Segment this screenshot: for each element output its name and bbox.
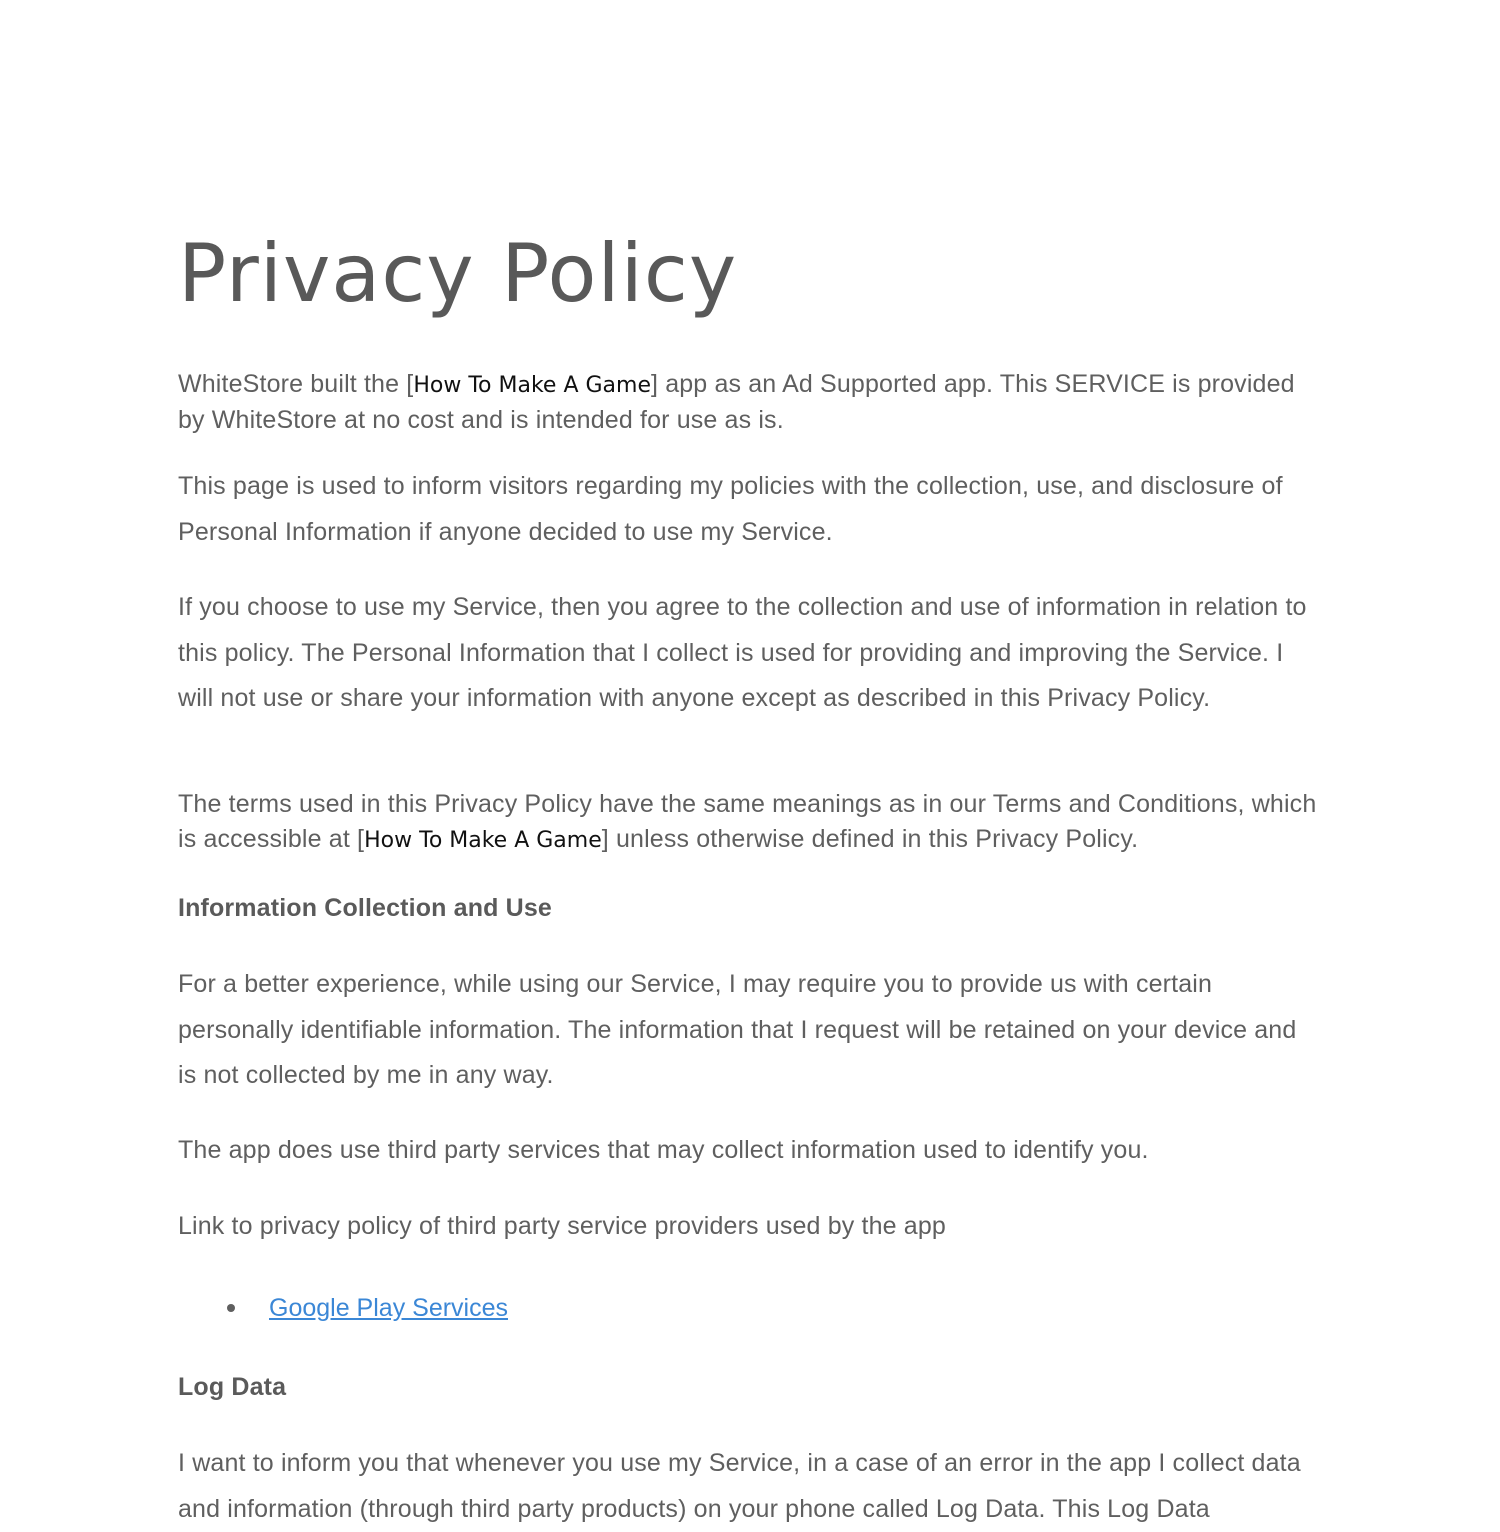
terms-text-end: ] unless otherwise defined in this Privacy Policy. <box>601 825 1139 853</box>
third-party-links-list <box>178 1288 508 1328</box>
bullet-icon <box>227 1304 235 1312</box>
purpose-paragraph: This page is used to inform visitors regarding my policies with the collection, use, and disclosure of Personal Information if anyone decided to use my Service. <box>178 472 1283 546</box>
terms-app-name: How To Make A Game <box>364 828 602 853</box>
section-heading-collection: Information Collection and Use <box>178 894 552 922</box>
page-title: Privacy Policy <box>178 227 738 320</box>
intro-text-start: WhiteStore built the [ <box>178 370 414 398</box>
terms-text-start: The terms used in this Privacy Policy have the same meanings as in our Terms and Conditions, which is accessible at [ <box>178 790 1317 853</box>
app-name: How To Make A Game <box>413 373 651 398</box>
section-heading-log-data: Log Data <box>178 1373 287 1401</box>
collection-paragraph: For a better experience, while using our Service, I may require you to provide us with certain personally identifiable information. The information that I request will be retained on your device and is not collected by me in any way. <box>178 970 1297 1089</box>
third-party-links-intro: Link to privacy policy of third party service providers used by the app <box>178 1212 946 1240</box>
intro-text-end: ] app as an Ad Supported app. This SERVICE is provided by WhiteStore at no cost and is intended for use as is. <box>178 370 1295 434</box>
third-party-paragraph: The app does use third party services that may collect information used to identify you. <box>178 1136 1149 1164</box>
log-data-paragraph: I want to inform you that whenever you use my Service, in a case of an error in the app I collect data and information (through third party products) on your phone called Log Data. This Log Data <box>178 1449 1301 1523</box>
google-play-services-link[interactable]: Google Play Services <box>269 1294 509 1322</box>
intro-paragraph <box>178 367 1318 438</box>
agreement-paragraph: If you choose to use my Service, then you agree to the collection and use of information in relation to this policy. The Personal Information that I collect is used for providing and improving the Service. I will not use or share your information with anyone except as described in this Privacy Policy. <box>178 593 1307 712</box>
terms-paragraph <box>178 787 1318 858</box>
list-item <box>178 1288 508 1328</box>
